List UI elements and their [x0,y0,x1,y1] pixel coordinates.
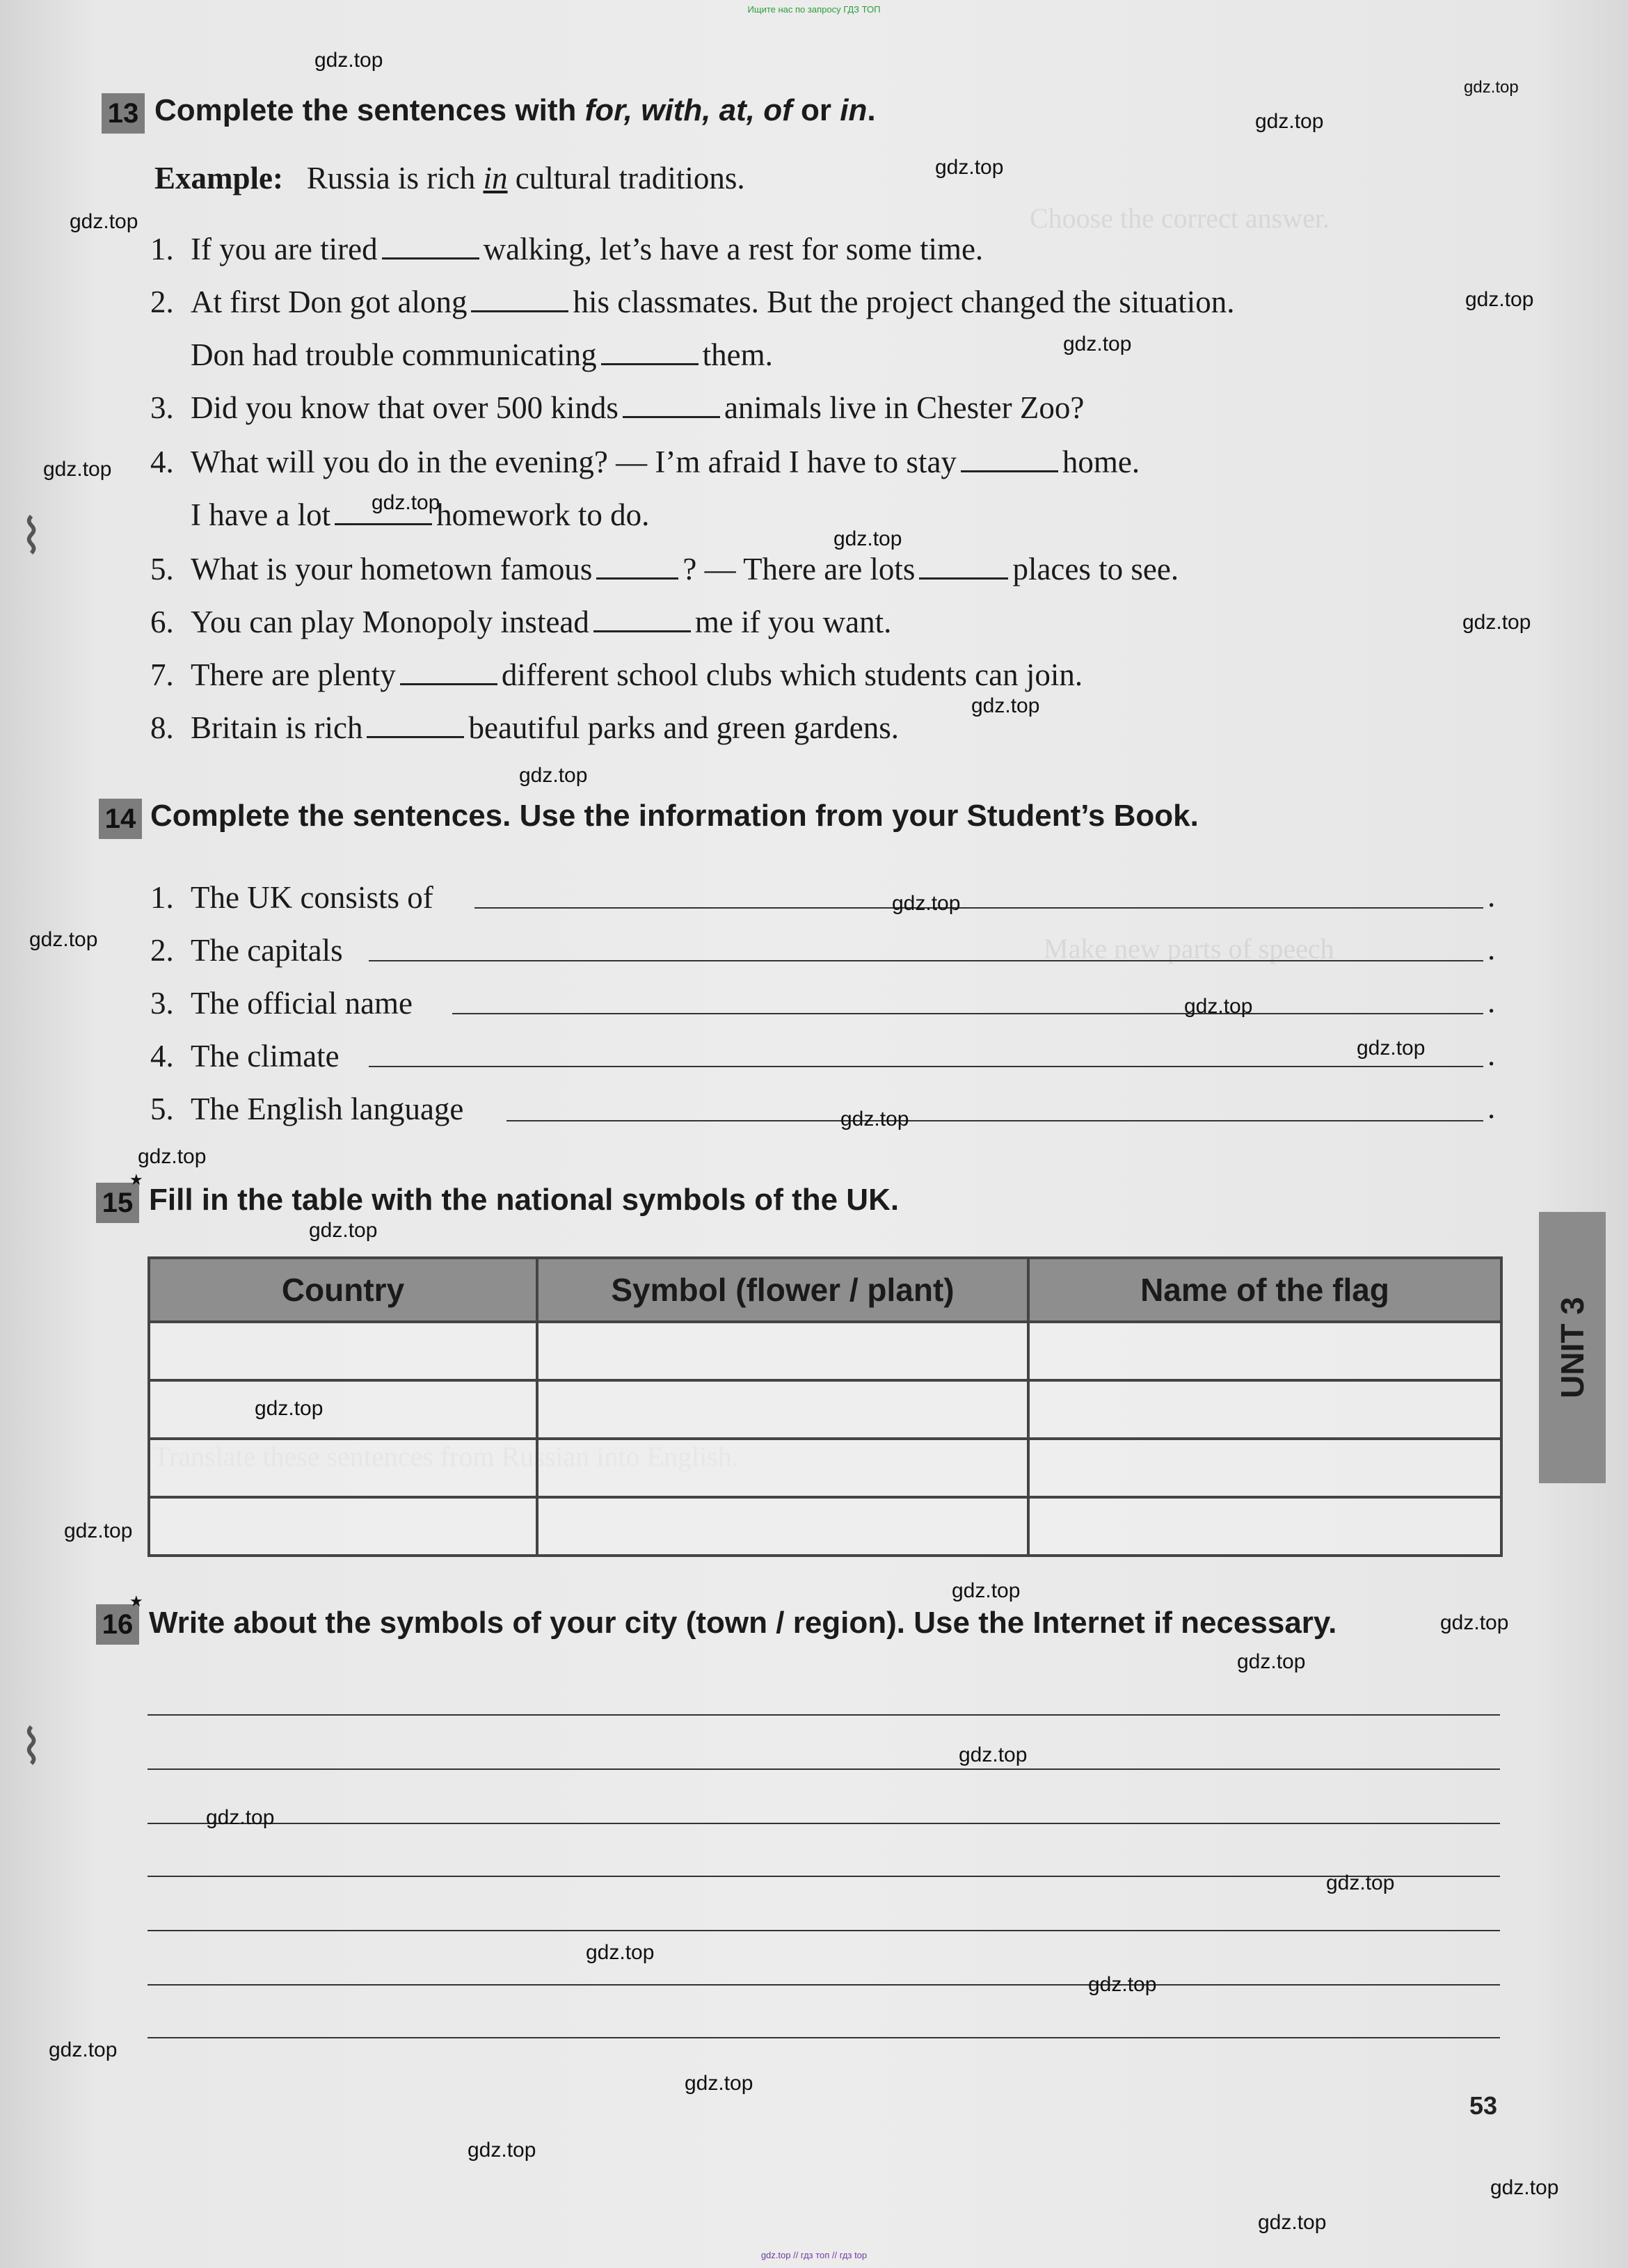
task-15-title: Fill in the table with the national symbols of the UK. [149,1183,900,1217]
watermark: gdz.top [70,210,138,233]
task-14-title: Complete the sentences. Use the information from your Student’s Book. [150,799,1199,833]
end-dot: . [1487,932,1496,966]
watermark: gdz.top [935,156,1004,179]
watermark: gdz.top [959,1743,1028,1766]
answer-blank[interactable] [593,602,691,632]
watermark: gdz.top [1063,333,1132,356]
table-cell[interactable] [149,1380,537,1439]
header-note: Ищите нас по запросу ГДЗ ТОП [747,4,881,15]
symbols-table [147,1256,1503,1557]
watermark: gdz.top [43,458,112,481]
watermark: gdz.top [971,694,1040,717]
bleed-through-text: Choose the correct answer. [1030,202,1330,234]
table-cell[interactable] [537,1322,1028,1380]
table-header-row [149,1258,1501,1322]
answer-line[interactable] [452,1013,1483,1014]
watermark: gdz.top [468,2139,536,2162]
watermark: gdz.top [1184,995,1253,1018]
watermark: gdz.top [1258,2211,1327,2234]
answer-blank[interactable] [919,550,1008,580]
table-row [149,1322,1501,1380]
watermark: gdz.top [1440,1611,1509,1634]
watermark: gdz.top [314,49,383,72]
task-13-item: Don had trouble communicating them. [150,335,773,374]
binding-mark-icon: ⌇ [19,1718,44,1775]
answer-line[interactable] [506,1120,1483,1121]
answer-blank[interactable] [961,442,1058,472]
watermark: gdz.top [519,764,588,787]
watermark: gdz.top [1357,1037,1426,1060]
end-dot: . [1487,1037,1496,1072]
table-cell[interactable] [1028,1380,1501,1439]
task-13-item: I have a lot homework to do. [150,495,649,534]
watermark: gdz.top [372,491,440,514]
watermark: gdz.top [29,928,98,951]
watermark: gdz.top [892,892,961,915]
table-cell[interactable] [537,1380,1028,1439]
column-header-symbol: Symbol (flower / plant) [537,1258,1028,1322]
watermark: gdz.top [685,2072,753,2095]
watermark: gdz.top [586,1941,655,1964]
star-icon: ★ [129,1593,143,1611]
task-14-item: 2. The capitals [150,933,343,968]
task-13-item: 5. What is your hometown famous ? — There are lots places to see. [150,550,1179,589]
task-14-item: 5. The English language [150,1092,464,1126]
end-dot: . [1487,984,1496,1019]
column-header-flag: Name of the flag [1028,1258,1501,1322]
table-cell[interactable] [537,1497,1028,1556]
answer-line[interactable] [474,907,1483,909]
answer-blank[interactable] [601,335,699,365]
table-cell[interactable] [149,1497,537,1556]
task-13-item: 8. Britain is rich beautiful parks and green gardens. [150,708,899,747]
bleed-through-text: Make new parts of speech [1044,933,1334,964]
task-13-title: Complete the sentences with for, with, at, of or in. [154,93,876,127]
task-13-item: 1. If you are tired walking, let’s have a rest for some time. [150,230,983,269]
task-13-item: 6. You can play Monopoly instead me if you want. [150,602,891,641]
table-cell[interactable] [537,1439,1028,1497]
table-cell[interactable] [149,1322,537,1380]
watermark: gdz.top [1462,611,1531,634]
answer-blank[interactable] [471,282,568,312]
table-cell[interactable] [1028,1322,1501,1380]
table-row [149,1439,1501,1497]
task-14-item: 3. The official name [150,986,413,1021]
writing-line[interactable] [147,2037,1500,2038]
table-row [149,1497,1501,1556]
column-header-country: Country [149,1258,537,1322]
watermark: gdz.top [255,1397,324,1420]
example-line: Example: Russia is rich in cultural traditions. [154,161,745,195]
task-13-item: 7. There are plenty different school clubs which students can join. [150,655,1083,694]
star-icon: ★ [129,1172,143,1189]
end-dot: . [1487,879,1496,913]
task-14-item: 1. The UK consists of [150,880,433,915]
page-number: 53 [1469,2091,1498,2120]
watermark: gdz.top [206,1806,275,1829]
writing-line[interactable] [147,1768,1500,1770]
task-14-item: 4. The climate [150,1039,340,1073]
watermark: gdz.top [1490,2176,1559,2199]
watermark: gdz.top [840,1108,909,1131]
task-15-number: 15 [96,1183,139,1223]
answer-blank[interactable] [382,230,479,259]
watermark: gdz.top [833,527,902,550]
answer-blank[interactable] [623,388,720,418]
task-13-number: 13 [102,93,145,134]
task-16-title: Write about the symbols of your city (town / region). Use the Internet if necessary. [149,1606,1337,1640]
table-cell[interactable] [149,1439,537,1497]
binding-mark-icon: ⌇ [19,508,44,565]
watermark: gdz.top [1464,78,1519,97]
table-row [149,1380,1501,1439]
watermark: gdz.top [952,1579,1021,1602]
watermark: gdz.top [64,1519,133,1542]
watermark: gdz.top [138,1145,207,1168]
writing-line[interactable] [147,1714,1500,1716]
answer-blank[interactable] [367,708,464,738]
writing-line[interactable] [147,1876,1500,1877]
watermark: gdz.top [1088,1973,1157,1996]
footer-note: gdz.top // гдз топ // гдз top [760,2250,868,2260]
writing-line[interactable] [147,1823,1500,1824]
watermark: gdz.top [1465,288,1534,311]
task-14-number: 14 [99,799,142,839]
answer-line[interactable] [369,1066,1483,1067]
watermark: gdz.top [309,1219,378,1242]
table-cell[interactable] [1028,1497,1501,1556]
answer-line[interactable] [369,960,1483,961]
unit-tab: UNIT 3 [1539,1212,1606,1483]
answer-blank[interactable] [400,655,497,685]
task-16-number: 16 [96,1604,139,1645]
answer-blank[interactable] [596,550,678,580]
watermark: gdz.top [1326,1871,1395,1894]
writing-line[interactable] [147,1930,1500,1931]
writing-line[interactable] [147,1984,1500,1986]
task-13-item: 3. Did you know that over 500 kinds animals live in Chester Zoo? [150,388,1084,427]
end-dot: . [1487,1090,1496,1125]
watermark: gdz.top [49,2038,118,2061]
table-cell[interactable] [1028,1439,1501,1497]
watermark: gdz.top [1255,110,1324,133]
task-13-item: 2. At first Don got along his classmates. But the project changed the situation. [150,282,1235,321]
watermark: gdz.top [1237,1650,1306,1673]
task-13-item: 4. What will you do in the evening? — I’m afraid I have to stay home. [150,442,1140,481]
